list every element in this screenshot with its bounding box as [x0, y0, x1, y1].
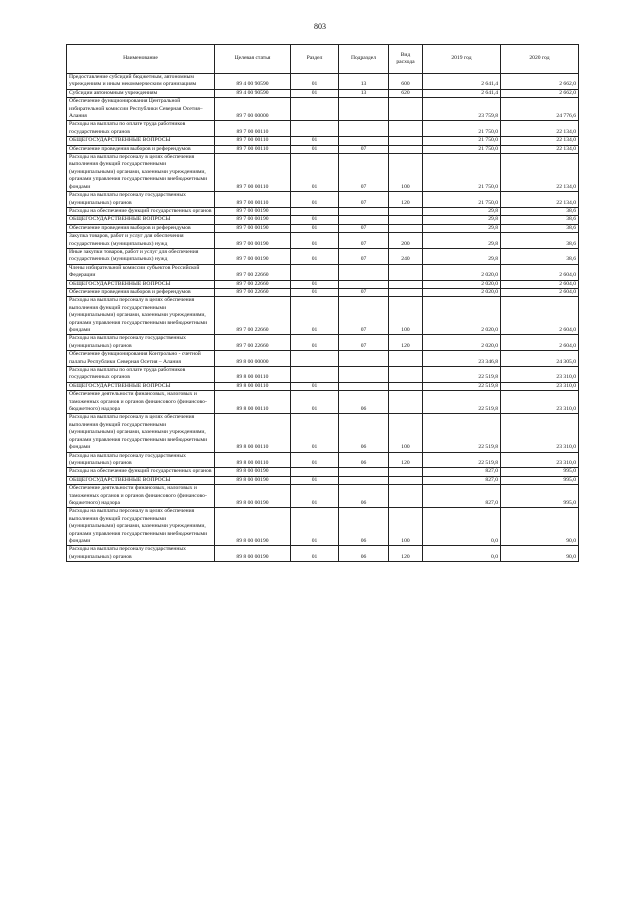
row-name: Расходы на выплаты персоналу в целях обеспечения выполнения функций государственными (муниципальными) органами, казенными учреждениями, органами управления государственными внебюджетными фондами — [67, 154, 215, 192]
page-number: 803 — [314, 22, 326, 31]
row-target-article: 89 7 00 22660 — [215, 264, 291, 280]
row-amount-2019: 827,0 — [423, 476, 501, 484]
header-name: Наименование — [67, 45, 215, 74]
row-expense-type — [389, 382, 423, 390]
row-name: Обеспечение проведения выборов и референдумов — [67, 224, 215, 232]
table-row — [67, 207, 579, 215]
table-row — [67, 335, 579, 351]
row-name: Расходы на выплаты персоналу государственных (муниципальных) органов — [67, 546, 215, 562]
row-amount-2019: 29,8 — [423, 224, 501, 232]
row-subsection — [339, 382, 389, 390]
row-subsection — [339, 137, 389, 145]
row-subsection: 07 — [339, 297, 389, 335]
row-amount-2019: 29,8 — [423, 207, 501, 215]
row-expense-type: 100 — [389, 414, 423, 452]
row-expense-type — [389, 367, 423, 383]
row-section — [291, 121, 339, 137]
row-section: 01 — [291, 233, 339, 249]
row-name: Расходы на выплаты по оплате труда работников государственных органов — [67, 121, 215, 137]
row-expense-type: 100 — [389, 508, 423, 546]
row-section: 01 — [291, 414, 339, 452]
row-section: 01 — [291, 476, 339, 484]
row-subsection — [339, 476, 389, 484]
table-row — [67, 137, 579, 145]
row-amount-2019: 29,8 — [423, 233, 501, 249]
row-target-article: 89 8 00 00110 — [215, 414, 291, 452]
table-row — [67, 485, 579, 508]
row-amount-2019: 2 020,0 — [423, 264, 501, 280]
row-section: 01 — [291, 452, 339, 468]
row-amount-2019: 2 020,0 — [423, 335, 501, 351]
row-amount-2019: 0,0 — [423, 508, 501, 546]
row-name: Обеспечение проведения выборов и референдумов — [67, 145, 215, 153]
row-amount-2020: 23 310,0 — [501, 367, 579, 383]
row-subsection: 13 — [339, 74, 389, 90]
row-section — [291, 351, 339, 367]
row-amount-2020: 38,6 — [501, 248, 579, 264]
row-target-article: 89 8 00 00190 — [215, 485, 291, 508]
row-subsection: 13 — [339, 89, 389, 97]
header-2019: 2019 год — [423, 45, 501, 74]
row-section: 01 — [291, 154, 339, 192]
row-section: 01 — [291, 280, 339, 288]
row-section: 01 — [291, 288, 339, 296]
row-name: Иные закупки товаров, работ и услуг для обеспечения государственных (муниципальных) нужд — [67, 248, 215, 264]
table-row — [67, 233, 579, 249]
row-amount-2020: 2 604,0 — [501, 288, 579, 296]
row-section — [291, 98, 339, 121]
row-name: Закупка товаров, работ и услуг для обеспечения государственных (муниципальных) нужд — [67, 233, 215, 249]
row-section — [291, 367, 339, 383]
row-name: Обеспечение проведения выборов и референдумов — [67, 288, 215, 296]
row-subsection — [339, 264, 389, 280]
row-amount-2019: 2 641,4 — [423, 89, 501, 97]
table-row — [67, 382, 579, 390]
row-amount-2020: 995,0 — [501, 485, 579, 508]
row-amount-2020: 24 776,6 — [501, 98, 579, 121]
table-row — [67, 280, 579, 288]
row-target-article: 89 4 00 90590 — [215, 74, 291, 90]
row-section: 01 — [291, 145, 339, 153]
row-name: Расходы на выплаты персоналу в целях обеспечения выполнения функций государственными (муниципальными) органами, казенными учреждениями, органами управления государственными внебюджетными фондами — [67, 297, 215, 335]
row-amount-2020: 38,6 — [501, 207, 579, 215]
table-row — [67, 476, 579, 484]
row-amount-2020: 38,6 — [501, 216, 579, 224]
row-amount-2019: 2 020,0 — [423, 297, 501, 335]
row-amount-2019: 22 519,8 — [423, 414, 501, 452]
row-subsection: 07 — [339, 145, 389, 153]
row-expense-type — [389, 391, 423, 414]
row-expense-type — [389, 207, 423, 215]
row-target-article: 89 7 00 00190 — [215, 224, 291, 232]
row-name: Обеспечение деятельности финансовых, налоговых и таможенных органов и органов финансового (финансово-бюджетного) надзора — [67, 391, 215, 414]
row-target-article: 89 8 00 00110 — [215, 367, 291, 383]
row-name: Расходы на обеспечение функций государственных органов — [67, 207, 215, 215]
row-name: Обеспечение деятельности финансовых, налоговых и таможенных органов и органов финансового (финансово-бюджетного) надзора — [67, 485, 215, 508]
row-target-article: 89 8 00 00190 — [215, 546, 291, 562]
row-expense-type — [389, 288, 423, 296]
table-row — [67, 546, 579, 562]
row-section: 01 — [291, 485, 339, 508]
table-row — [67, 297, 579, 335]
row-amount-2020: 90,0 — [501, 508, 579, 546]
row-amount-2020: 2 604,0 — [501, 264, 579, 280]
row-section: 01 — [291, 216, 339, 224]
row-target-article: 89 7 00 00110 — [215, 121, 291, 137]
row-subsection: 06 — [339, 546, 389, 562]
row-target-article: 89 7 00 00110 — [215, 137, 291, 145]
row-amount-2020: 23 310,0 — [501, 382, 579, 390]
row-target-article: 89 7 00 22660 — [215, 297, 291, 335]
row-name: Расходы на выплаты персоналу государственных (муниципальных) органов — [67, 192, 215, 208]
row-amount-2020: 22 134,0 — [501, 154, 579, 192]
row-section: 01 — [291, 508, 339, 546]
header-target: Целевая статья — [215, 45, 291, 74]
row-name: ОБЩЕГОСУДАРСТВЕННЫЕ ВОПРОСЫ — [67, 280, 215, 288]
table-row — [67, 121, 579, 137]
row-amount-2020: 22 134,0 — [501, 145, 579, 153]
row-expense-type — [389, 264, 423, 280]
row-amount-2019: 22 519,8 — [423, 391, 501, 414]
row-target-article: 89 7 00 00190 — [215, 248, 291, 264]
row-expense-type: 100 — [389, 154, 423, 192]
row-name: Расходы на выплаты персоналу в целях обеспечения выполнения функций государственными (муниципальными) органами, казенными учреждениями, органами управления государственными внебюджетными фондами — [67, 508, 215, 546]
row-expense-type — [389, 485, 423, 508]
row-amount-2019: 22 519,8 — [423, 452, 501, 468]
table-row — [67, 452, 579, 468]
row-subsection: 06 — [339, 391, 389, 414]
row-amount-2019: 22 519,8 — [423, 367, 501, 383]
table-row — [67, 414, 579, 452]
row-expense-type — [389, 280, 423, 288]
row-target-article: 89 7 00 22660 — [215, 288, 291, 296]
row-section: 01 — [291, 74, 339, 90]
row-section: 01 — [291, 224, 339, 232]
row-expense-type — [389, 351, 423, 367]
table-header-row — [67, 45, 579, 74]
row-expense-type: 120 — [389, 192, 423, 208]
row-expense-type — [389, 476, 423, 484]
row-subsection: 07 — [339, 233, 389, 249]
header-section: Раздел — [291, 45, 339, 74]
row-section: 01 — [291, 192, 339, 208]
row-amount-2019: 29,8 — [423, 248, 501, 264]
row-subsection — [339, 351, 389, 367]
table-row — [67, 216, 579, 224]
table-row — [67, 154, 579, 192]
row-subsection — [339, 207, 389, 215]
row-target-article: 89 7 00 00190 — [215, 216, 291, 224]
row-section: 01 — [291, 89, 339, 97]
table-row — [67, 391, 579, 414]
table-row — [67, 468, 579, 476]
row-amount-2019: 2 020,0 — [423, 280, 501, 288]
row-expense-type — [389, 468, 423, 476]
table-row — [67, 145, 579, 153]
row-name: ОБЩЕГОСУДАРСТВЕННЫЕ ВОПРОСЫ — [67, 476, 215, 484]
row-amount-2019: 21 750,0 — [423, 145, 501, 153]
row-amount-2019: 29,8 — [423, 216, 501, 224]
row-amount-2019: 0,0 — [423, 546, 501, 562]
row-target-article: 89 4 00 90590 — [215, 89, 291, 97]
row-amount-2020: 995,0 — [501, 476, 579, 484]
row-amount-2020: 2 662,0 — [501, 89, 579, 97]
row-subsection — [339, 280, 389, 288]
row-subsection: 07 — [339, 192, 389, 208]
row-target-article: 89 8 00 00190 — [215, 476, 291, 484]
row-amount-2020: 23 310,0 — [501, 452, 579, 468]
row-expense-type — [389, 121, 423, 137]
row-amount-2020: 2 604,0 — [501, 280, 579, 288]
row-expense-type: 600 — [389, 74, 423, 90]
row-subsection: 07 — [339, 224, 389, 232]
header-2020: 2020 год — [501, 45, 579, 74]
row-target-article: 89 7 00 00000 — [215, 98, 291, 121]
row-amount-2019: 2 641,4 — [423, 74, 501, 90]
row-expense-type — [389, 216, 423, 224]
row-target-article: 89 8 00 00000 — [215, 351, 291, 367]
row-amount-2019: 22 519,8 — [423, 382, 501, 390]
table-row — [67, 192, 579, 208]
row-name: Расходы на выплаты персоналу государственных (муниципальных) органов — [67, 452, 215, 468]
table-row — [67, 508, 579, 546]
row-amount-2020: 38,6 — [501, 224, 579, 232]
row-amount-2019: 23 346,8 — [423, 351, 501, 367]
row-subsection: 07 — [339, 248, 389, 264]
row-subsection: 06 — [339, 452, 389, 468]
row-name: Расходы на обеспечение функций государственных органов — [67, 468, 215, 476]
row-subsection: 06 — [339, 485, 389, 508]
row-expense-type: 120 — [389, 546, 423, 562]
row-section — [291, 264, 339, 280]
row-expense-type: 200 — [389, 233, 423, 249]
row-name: Члены избирательной комиссии субъектов Российской Федерации — [67, 264, 215, 280]
table-row — [67, 248, 579, 264]
row-section — [291, 468, 339, 476]
row-section: 01 — [291, 297, 339, 335]
row-target-article: 89 7 00 00190 — [215, 233, 291, 249]
row-subsection — [339, 216, 389, 224]
row-amount-2020: 38,6 — [501, 233, 579, 249]
row-expense-type: 240 — [389, 248, 423, 264]
row-name: Расходы на выплаты по оплате труда работников государственных органов — [67, 367, 215, 383]
table-body — [67, 74, 579, 562]
row-subsection: 07 — [339, 335, 389, 351]
row-name: ОБЩЕГОСУДАРСТВЕННЫЕ ВОПРОСЫ — [67, 216, 215, 224]
table-row — [67, 98, 579, 121]
row-amount-2020: 22 134,0 — [501, 121, 579, 137]
row-target-article: 89 7 00 00110 — [215, 154, 291, 192]
row-amount-2020: 2 604,0 — [501, 297, 579, 335]
row-subsection — [339, 468, 389, 476]
row-subsection: 07 — [339, 154, 389, 192]
table-row — [67, 288, 579, 296]
row-expense-type: 120 — [389, 452, 423, 468]
table-row — [67, 264, 579, 280]
row-name: Расходы на выплаты персоналу государственных (муниципальных) органов — [67, 335, 215, 351]
row-subsection: 06 — [339, 414, 389, 452]
budget-table — [66, 44, 579, 562]
row-name: Субсидии автономным учреждениям — [67, 89, 215, 97]
row-expense-type — [389, 137, 423, 145]
row-section: 01 — [291, 546, 339, 562]
row-target-article: 89 8 00 00190 — [215, 468, 291, 476]
row-target-article: 89 8 00 00110 — [215, 382, 291, 390]
table-row — [67, 89, 579, 97]
row-section: 01 — [291, 382, 339, 390]
header-subsection: Подраздел — [339, 45, 389, 74]
row-target-article: 89 8 00 00110 — [215, 452, 291, 468]
row-target-article: 89 7 00 22660 — [215, 280, 291, 288]
row-subsection — [339, 98, 389, 121]
row-section: 01 — [291, 391, 339, 414]
row-expense-type: 120 — [389, 335, 423, 351]
row-amount-2019: 21 750,0 — [423, 192, 501, 208]
row-target-article: 89 7 00 00110 — [215, 192, 291, 208]
row-name: Обеспечение функционирования Контрольно - счетной палаты Республики Северная Осетия – Алания — [67, 351, 215, 367]
header-expense-type: Вид расхода — [389, 45, 423, 74]
row-name: ОБЩЕГОСУДАРСТВЕННЫЕ ВОПРОСЫ — [67, 137, 215, 145]
row-subsection — [339, 367, 389, 383]
row-amount-2020: 24 305,0 — [501, 351, 579, 367]
row-amount-2019: 2 020,0 — [423, 288, 501, 296]
row-section: 01 — [291, 137, 339, 145]
row-expense-type: 620 — [389, 89, 423, 97]
row-amount-2019: 23 759,8 — [423, 98, 501, 121]
row-name: Обеспечение функционирования Центральной избирательной комиссии Республики Северная Осетия–Алания — [67, 98, 215, 121]
row-target-article: 89 7 00 22660 — [215, 335, 291, 351]
row-name: Предоставление субсидий бюджетным, автономным учреждениям и иным некоммерческим организациям — [67, 74, 215, 90]
row-name: ОБЩЕГОСУДАРСТВЕННЫЕ ВОПРОСЫ — [67, 382, 215, 390]
row-subsection: 07 — [339, 288, 389, 296]
row-amount-2020: 2 662,0 — [501, 74, 579, 90]
row-target-article: 89 8 00 00190 — [215, 508, 291, 546]
table-row — [67, 351, 579, 367]
row-expense-type — [389, 224, 423, 232]
row-expense-type — [389, 98, 423, 121]
row-expense-type — [389, 145, 423, 153]
row-section — [291, 207, 339, 215]
row-expense-type: 100 — [389, 297, 423, 335]
row-amount-2019: 21 750,0 — [423, 137, 501, 145]
row-target-article: 89 8 00 00110 — [215, 391, 291, 414]
row-target-article: 89 7 00 00190 — [215, 207, 291, 215]
row-section: 01 — [291, 248, 339, 264]
row-subsection — [339, 121, 389, 137]
row-subsection: 06 — [339, 508, 389, 546]
row-name: Расходы на выплаты персоналу в целях обеспечения выполнения функций государственными (муниципальными) органами, казенными учреждениями, органами управления государственными внебюджетными фондами — [67, 414, 215, 452]
table-row — [67, 367, 579, 383]
row-amount-2020: 995,0 — [501, 468, 579, 476]
row-amount-2019: 21 750,0 — [423, 121, 501, 137]
row-amount-2020: 90,0 — [501, 546, 579, 562]
row-section: 01 — [291, 335, 339, 351]
row-amount-2020: 23 310,0 — [501, 414, 579, 452]
row-amount-2020: 22 134,0 — [501, 192, 579, 208]
row-amount-2019: 827,0 — [423, 485, 501, 508]
row-amount-2019: 21 750,0 — [423, 154, 501, 192]
row-amount-2019: 827,0 — [423, 468, 501, 476]
table-row — [67, 74, 579, 90]
row-amount-2020: 22 134,0 — [501, 137, 579, 145]
row-target-article: 89 7 00 00110 — [215, 145, 291, 153]
table-row — [67, 224, 579, 232]
row-amount-2020: 2 604,0 — [501, 335, 579, 351]
row-amount-2020: 23 310,0 — [501, 391, 579, 414]
